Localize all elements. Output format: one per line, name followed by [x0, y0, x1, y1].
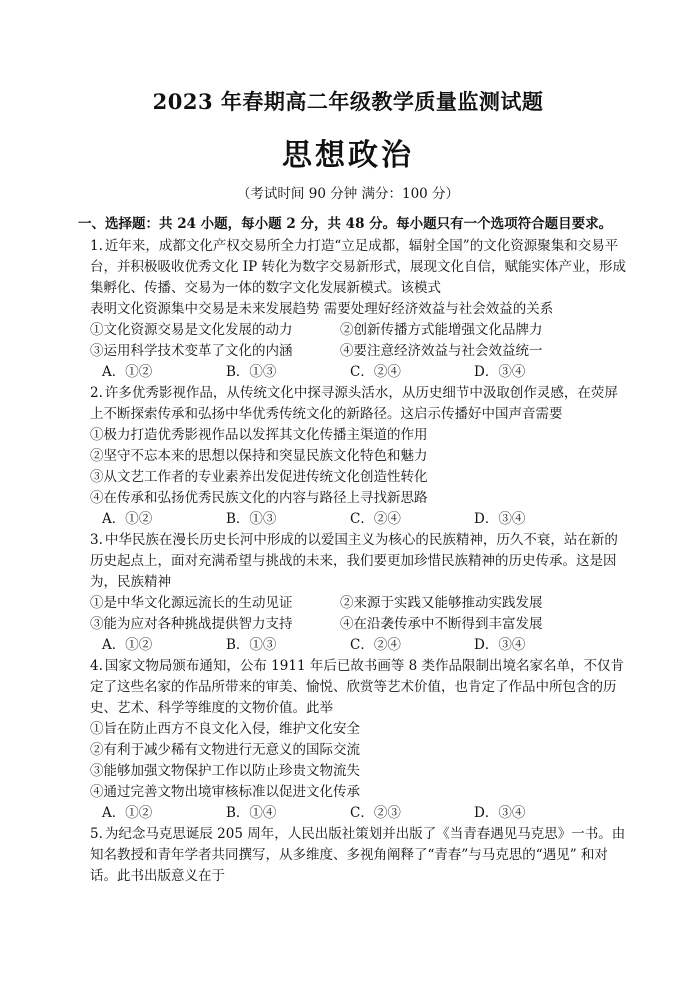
question-number: 4. [90, 658, 103, 674]
question-stem [90, 656, 630, 719]
question-number: 2. [90, 385, 103, 401]
question-text: 国家文物局颁布通知，公布 1911 年后已故书画等 8 类作品限制出境名家名单，不仅肯定了这些名家的作品所带来的审美、愉悦、欣赏等艺术价值，也肯定了作品中所包含的历史、艺术、科学等维度的文物价值。此举 [90, 658, 625, 716]
answer-a: A．①② [102, 511, 153, 527]
question-text: 中华民族在漫长历史长河中形成的以爱国主义为核心的民族精神，历久不衰，站在新的历史起点上，面对充满希望与挑战的未来，我们要更加珍惜民族精神的历史传承。这是因为，民族精神 [90, 532, 618, 590]
answer-choices [90, 509, 630, 530]
answer-d: D．③④ [474, 637, 526, 653]
option-2: ②坚守不忘本来的思想以保持和突显民族文化特色和魅力 [90, 448, 428, 464]
subject-title: 思想政治 [282, 138, 414, 173]
question-5 [90, 824, 630, 887]
answer-d: D．③④ [474, 364, 526, 380]
answer-c: C．②④ [350, 364, 401, 380]
question-stem [90, 530, 630, 593]
answer-choices [90, 635, 630, 656]
question-stem [90, 824, 630, 887]
option-row [90, 614, 630, 635]
option-1: ①极力打造优秀影视作品以发挥其文化传播主渠道的作用 [90, 427, 428, 443]
option-row [90, 320, 630, 341]
answer-b: B．①③ [226, 637, 277, 653]
answer-c: C．②③ [350, 805, 401, 821]
option-2: ②来源于实践又能够推动实践发展 [340, 595, 543, 611]
question-list [90, 236, 630, 887]
option-1: ①文化资源交易是文化发展的动力 [90, 322, 293, 338]
section-heading: 一、选择题：共 24 小题，每小题 2 分，共 48 分。每小题只有一个选项符合题目要求。 [78, 216, 613, 232]
answer-b: B．①③ [226, 364, 277, 380]
option-3: ③从文艺工作者的专业素养出发促进传统文化创造性转化 [90, 469, 428, 485]
answer-d: D．③④ [474, 511, 526, 527]
answer-c: C．②④ [350, 511, 401, 527]
option-2: ②有利于减少稀有文物进行无意义的国际交流 [90, 742, 360, 758]
question-3 [90, 530, 630, 656]
question-2 [90, 383, 630, 530]
question-text: 近年来，成都文化产权交易所全力打造“立足成都，辐射全国”的文化资源聚集和交易平台，并积极吸收优秀文化 IP 转化为数字交易新形式，展现文化自信，赋能实体产业，形成集孵化、传播、交易为一体的数字文化发展新模式。该模式 [90, 238, 626, 296]
answer-b: B．①③ [226, 511, 277, 527]
answer-a: A．①② [102, 364, 153, 380]
option-4: ④通过完善文物出境审核标准以促进文化传承 [90, 784, 360, 800]
option-4: ④在沿袭传承中不断得到丰富发展 [340, 616, 543, 632]
exam-title: 2023 年春期高二年级教学质量监测试题 [152, 89, 544, 114]
option-2: ②创新传播方式能增强文化品牌力 [340, 322, 543, 338]
option-4: ④在传承和弘扬优秀民族文化的内容与路径上寻找新思路 [90, 490, 428, 506]
option-3: ③能够加强文物保护工作以防止珍贵文物流失 [90, 763, 360, 779]
question-text: 许多优秀影视作品，从传统文化中探寻源头活水，从历史细节中汲取创作灵感，在荧屏上不断探索传承和弘扬中华优秀传统文化的新路径。这启示传播好中国声音需要 [90, 385, 618, 422]
question-number: 3. [90, 532, 103, 548]
option-3: ③运用科学技术变革了文化的内涵 [90, 343, 293, 359]
question-1 [90, 236, 630, 383]
question-number: 1. [90, 238, 103, 254]
answer-c: C．②④ [350, 637, 401, 653]
answer-choices [90, 803, 630, 824]
question-4 [90, 656, 630, 824]
answer-a: A．①② [102, 805, 153, 821]
option-row [90, 341, 630, 362]
answer-b: B．①④ [226, 805, 277, 821]
answer-a: A．①② [102, 637, 153, 653]
option-1: ①旨在防止西方不良文化入侵，维护文化安全 [90, 721, 360, 737]
option-3: ③能为应对各种挑战提供智力支持 [90, 616, 293, 632]
question-stem [90, 236, 630, 299]
answer-choices [90, 362, 630, 383]
option-row [90, 593, 630, 614]
answer-d: D．③④ [474, 805, 526, 821]
question-stem [90, 383, 630, 425]
question-text: 为纪念马克思诞辰 205 周年，人民出版社策划并出版了《当青春遇见马克思》一书。由知名教授和青年学者共同撰写，从多维度、多视角阐释了“青春”与马克思的“遇见” 和对话。此书出版意义在于 [90, 826, 626, 884]
option-1: ①是中华文化源远流长的生动见证 [90, 595, 293, 611]
question-extra-line: 表明文化资源集中交易是未来发展趋势 需要处理好经济效益与社会效益的关系 [90, 301, 554, 317]
option-4: ④要注意经济效益与社会效益统一 [340, 343, 543, 359]
exam-info: （考试时间 90 分钟 满分：100 分） [236, 186, 460, 202]
question-number: 5. [90, 826, 103, 842]
